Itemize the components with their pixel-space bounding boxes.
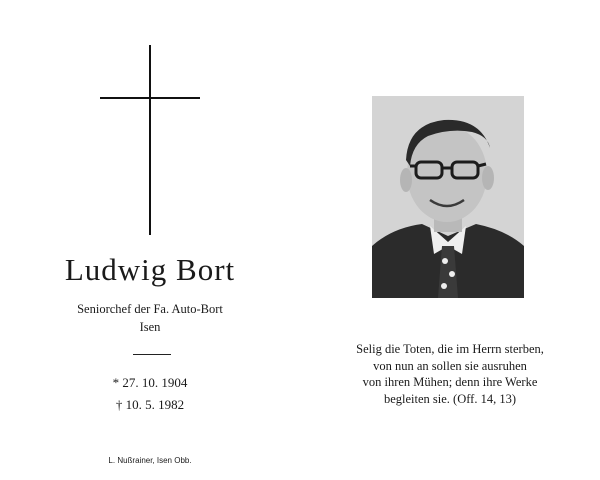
deceased-name: Ludwig Bort xyxy=(64,252,236,287)
portrait-photo xyxy=(372,96,524,298)
location-line: Isen xyxy=(139,320,161,334)
printer-credit: L. Nußrainer, Isen Obb. xyxy=(108,456,192,465)
cross-icon xyxy=(100,45,200,235)
verse-line: von nun an sollen sie ausruhen xyxy=(373,358,527,373)
role-line: Seniorchef der Fa. Auto-Bort xyxy=(77,302,223,316)
birth-date: * 27. 10. 1904 xyxy=(112,375,188,390)
life-dates xyxy=(0,372,300,416)
deceased-role xyxy=(0,300,300,336)
verse-line: von ihren Mühen; denn ihre Werke xyxy=(362,375,538,389)
verse-line: Selig die Toten, die im Herrn sterben, xyxy=(356,342,544,356)
bible-verse xyxy=(300,341,600,407)
divider xyxy=(133,354,171,355)
death-date: † 10. 5. 1982 xyxy=(115,397,185,412)
verse-line: begleiten sie. (Off. 14, 13) xyxy=(383,391,517,406)
